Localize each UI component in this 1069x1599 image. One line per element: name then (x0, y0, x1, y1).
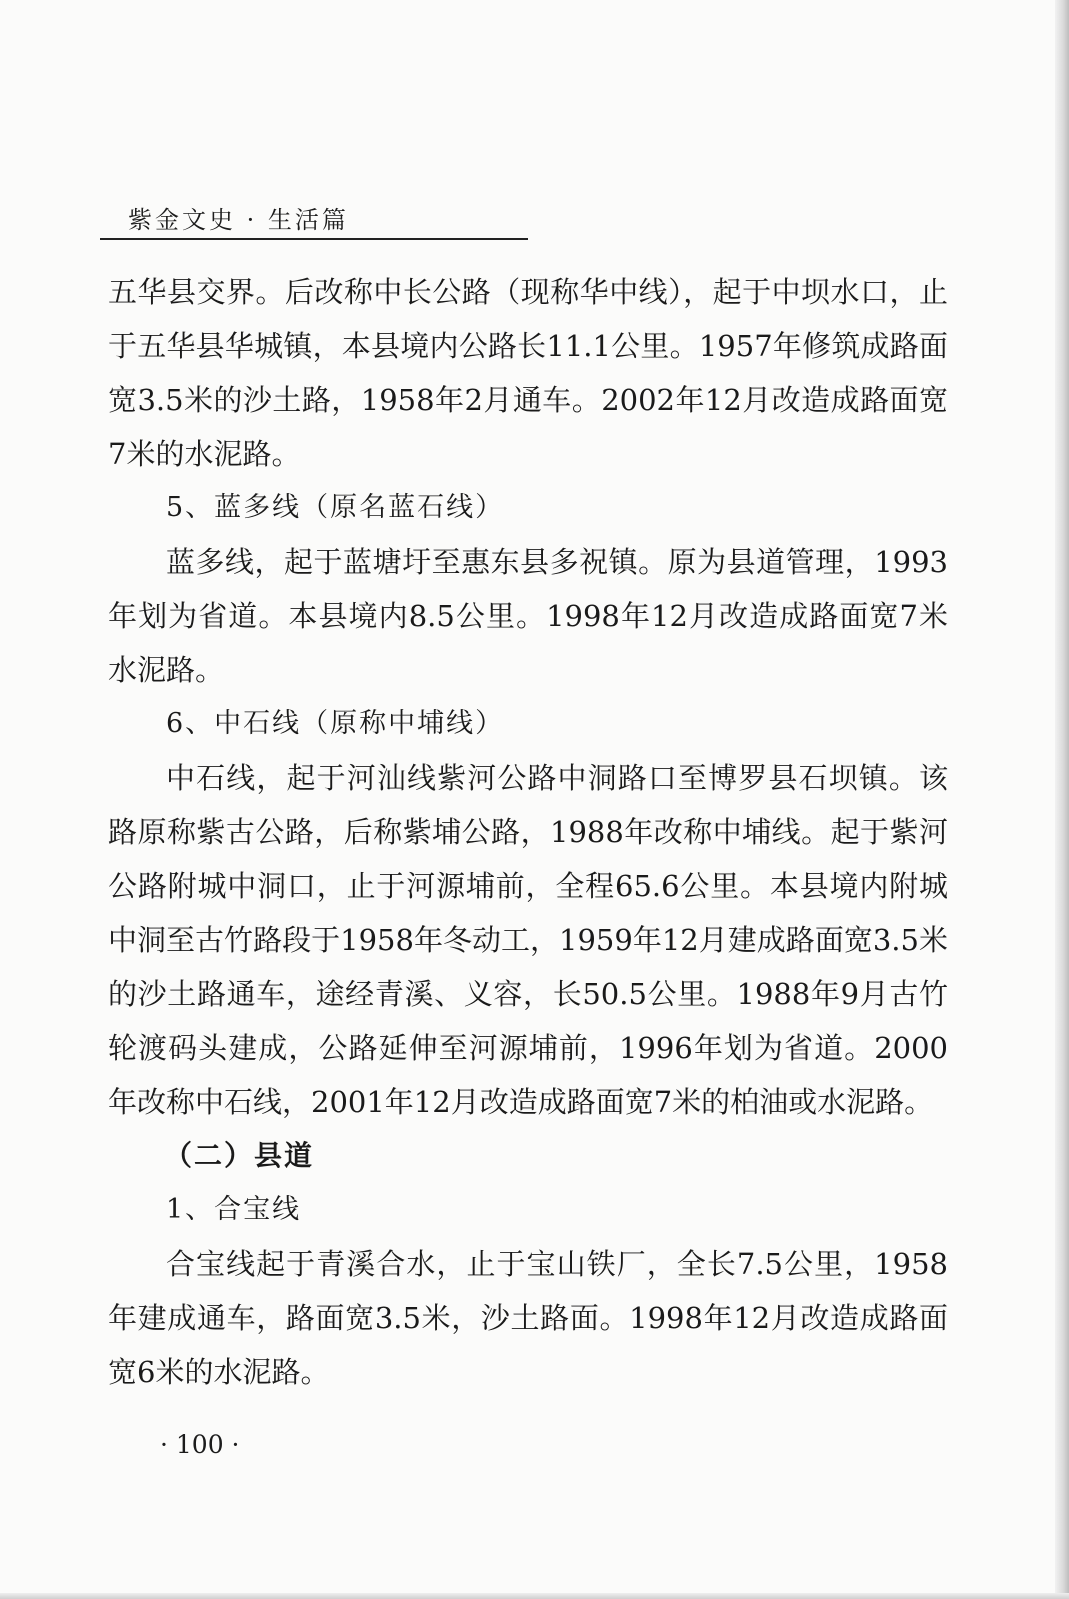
paragraph-zhongshi-line: 中石线，起于河汕线紫河公路中洞路口至博罗县石坝镇。该路原称紫古公路，后称紫埔公路，1988年改称中埔线。起于紫河公路附城中洞口，止于河源埔前，全程65.6公里。本县境内附城中洞至古竹路段于1958年冬动工，1959年12月建成路面宽3.5米的沙土路通车，途经青溪、义容，长50.5公里。1988年9月古竹轮渡码头建成，公路延伸至河源埔前，1996年划为省道。2000年改称中石线，2001年12月改造成路面宽7米的柏油或水泥路。 (108, 761, 948, 1119)
subheading-hebao-line: 1、合宝线 (166, 1194, 302, 1225)
header-rule (100, 238, 528, 240)
body-text (108, 265, 948, 1399)
page-number: · 100 · (160, 1430, 240, 1459)
subheading-landuo-line: 5、蓝多线（原名蓝石线） (166, 492, 505, 523)
subheading-zhongshi-line: 6、中石线（原称中埔线） (166, 708, 505, 739)
scan-edge-bottom (0, 1593, 1069, 1599)
running-header: 紫金文史 · 生活篇 (128, 206, 349, 234)
paragraph-hebao-line: 合宝线起于青溪合水，止于宝山铁厂，全长7.5公里，1958年建成通车，路面宽3.5米，沙土路面。1998年12月改造成路面宽6米的水泥路。 (108, 1247, 948, 1389)
section-heading-county-roads: （二）县道 (164, 1139, 315, 1172)
scan-edge (1055, 0, 1069, 1599)
paragraph-landuo-line: 蓝多线，起于蓝塘圩至惠东县多祝镇。原为县道管理，1993年划为省道。本县境内8.5公里。1998年12月改造成路面宽7米水泥路。 (108, 545, 948, 687)
paragraph-continued: 五华县交界。后改称中长公路（现称华中线），起于中坝水口，止于五华县华城镇，本县境内公路长11.1公里。1957年修筑成路面宽3.5米的沙土路，1958年2月通车。2002年12月改造成路面宽7米的水泥路。 (108, 275, 948, 471)
